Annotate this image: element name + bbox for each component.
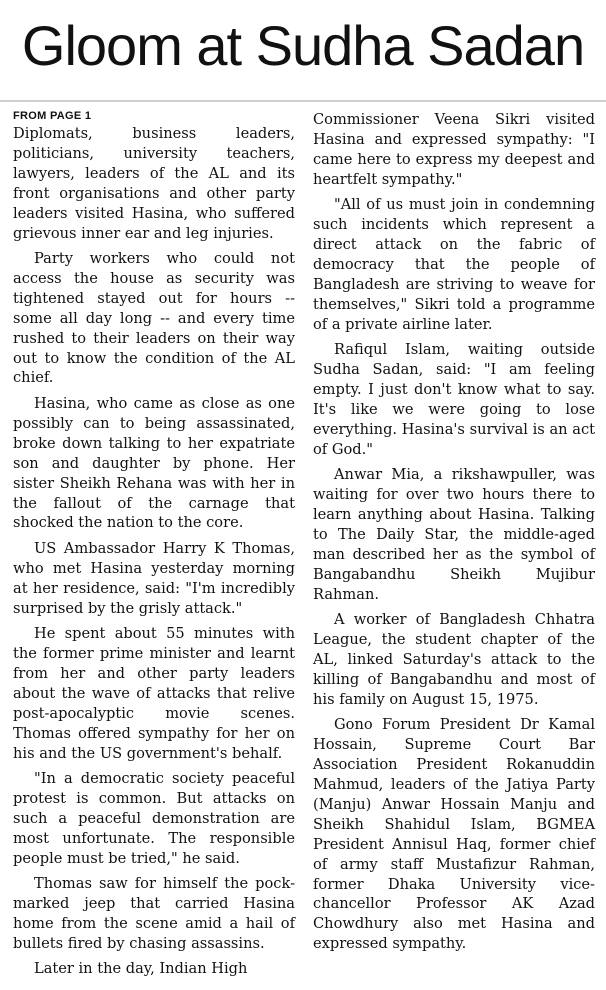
kicker-from-page: FROM PAGE 1 <box>13 110 92 122</box>
paragraph: Commissioner Veena Sikri visited Hasina and expressed sympathy: "I came here to express my deepest and heartfelt sympathy." <box>313 111 595 188</box>
paragraph: "In a democratic society peaceful protest is common. But attacks on such a peaceful demonstration are most unfortunate. The responsible people must be tried," he said. <box>13 770 295 867</box>
paragraph: A worker of Bangladesh Chhatra League, the student chapter of the AL, linked Saturday's attack to the killing of Bangabandhu and most of his family on August 15, 1975. <box>313 611 595 708</box>
paragraph: Later in the day, Indian High <box>34 960 248 978</box>
column-right <box>313 110 595 960</box>
headline: Gloom at Sudha Sadan <box>21 14 585 77</box>
paragraph: Rafiqul Islam, waiting outside Sudha Sadan, said: "I am feeling empty. I just don't know what to say. It's like we were going to lose everything. Hasina's survival is an act of God." <box>313 341 595 458</box>
paragraph: Hasina, who came as close as one possibly can to being assassinated, broke down talking to her expatriate son and daughter by phone. Her sister Sheikh Rehana was with her in the fallout of the carnage that shocked the nation to the core. <box>13 394 295 532</box>
column-left <box>13 110 295 985</box>
paragraph: Anwar Mia, a rikshawpuller, was waiting for over two hours there to learn anything about Hasina. Talking to The Daily Star, the middle-aged man described her as the symbol of Bangabandhu Sheikh Mujibur Rahman. <box>313 466 595 603</box>
paragraph: "All of us must join in condemning such incidents which represent a direct attack on the fabric of democracy that the people of Bangladesh are striving to weave for themselves," Sikri told a programme of a private airline later. <box>313 196 595 333</box>
paragraph: Gono Forum President Dr Kamal Hossain, Supreme Court Bar Association President Rokanuddin Mahmud, leaders of the Jatiya Party (Manju) Anwar Hossain Manju and Sheikh Shahidul Islam, BGMEA President Annisul Haq, former chief of army staff Mustafizur Rahman, former Dhaka University vice-chancellor Professor AK Azad Chowdhury also met Hasina and expressed sympathy. <box>313 716 595 953</box>
paragraph: Diplomats, business leaders, politicians, university teachers, lawyers, leaders of the AL and its front organisations and other party leaders visited Hasina, who suffered grievous inner ear and leg injuries. <box>13 125 295 242</box>
paragraph: US Ambassador Harry K Thomas, who met Hasina yesterday morning at her residence, said: "I'm incredibly surprised by the grisly attack." <box>13 539 295 617</box>
paragraph: Party workers who could not access the house as security was tightened stayed out for hours -- some all day long -- and every time rushed to their leaders on their way out to know the condition of the AL chief. <box>13 250 295 387</box>
paragraph: He spent about 55 minutes with the former prime minister and learnt from her and other party leaders about the wave of attacks that relive post-apocalyptic movie scenes. Thomas offered sympathy for her on his and the US government's behalf. <box>13 625 295 762</box>
paragraph: Thomas saw for himself the pock-marked jeep that carried Hasina home from the scene amid a hail of bullets fired by chasing assassins. <box>13 875 295 952</box>
headline-rule <box>0 100 606 102</box>
